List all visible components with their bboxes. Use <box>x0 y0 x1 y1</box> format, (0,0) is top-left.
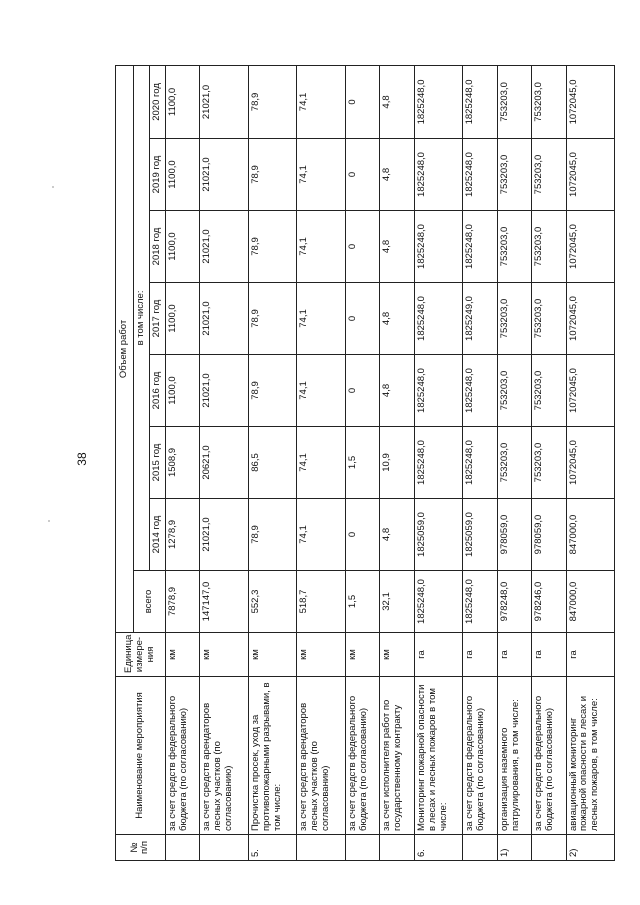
row-year-value: 74,1 <box>297 65 345 138</box>
row-year-value: 1825248,0 <box>463 211 497 283</box>
row-activity-name: организация наземного патрулирования, в том числе: <box>497 677 531 835</box>
header-year: 2014 год <box>149 499 165 571</box>
row-total: 147147,0 <box>200 571 248 633</box>
row-year-value: 1825248,0 <box>414 355 462 427</box>
row-year-value: 1825248,0 <box>463 139 497 211</box>
row-year-value: 74,1 <box>297 355 345 427</box>
table-row <box>532 65 566 860</box>
row-year-value: 74,1 <box>297 499 345 571</box>
row-year-value: 78,9 <box>248 283 296 355</box>
row-year-value: 847000,0 <box>566 499 614 571</box>
row-year-value: 753203,0 <box>532 427 566 499</box>
row-year-value: 753203,0 <box>532 283 566 355</box>
row-year-value: 74,1 <box>297 427 345 499</box>
row-year-value: 1825248,0 <box>414 283 462 355</box>
header-year: 2016 год <box>149 355 165 427</box>
row-year-value: 753203,0 <box>532 211 566 283</box>
row-year-value: 1825248,0 <box>414 427 462 499</box>
row-number <box>165 835 199 861</box>
table-row <box>566 65 614 860</box>
row-year-value: 74,1 <box>297 283 345 355</box>
row-activity-name: авиационный мониторинг пожарной опасности в лесах и лесных пожаров, в том числе: <box>566 677 614 835</box>
row-activity-name: за счет исполнителя работ по государственному контракту <box>380 677 414 835</box>
row-number <box>297 835 345 861</box>
row-activity-name: Мониторинг пожарной опасности в лесах и лесных пожаров в том числе: <box>414 677 462 835</box>
header-num: № п/п <box>116 835 166 861</box>
header-name: Наименование мероприятия <box>116 677 166 835</box>
row-unit: га <box>497 633 531 677</box>
row-year-value: 1825248,0 <box>463 65 497 138</box>
row-total: 1,5 <box>345 571 379 633</box>
row-year-value: 21021,0 <box>200 499 248 571</box>
row-year-value: 21021,0 <box>200 283 248 355</box>
row-year-value: 74,1 <box>297 139 345 211</box>
header-unit: Единица измере-ния <box>116 633 166 677</box>
scan-speck <box>52 186 54 188</box>
row-year-value: 1072045,0 <box>566 283 614 355</box>
row-year-value: 74,1 <box>297 211 345 283</box>
row-unit: км <box>165 633 199 677</box>
row-total: 847000,0 <box>566 571 614 633</box>
header-year: 2015 год <box>149 427 165 499</box>
row-total: 518,7 <box>297 571 345 633</box>
row-year-value: 20621,0 <box>200 427 248 499</box>
row-number <box>463 835 497 861</box>
row-year-value: 21021,0 <box>200 65 248 138</box>
row-activity-name: за счет средств федерального бюджета (по согласованию) <box>532 677 566 835</box>
header-including: в том числе: <box>134 65 150 570</box>
row-number: 5. <box>248 835 296 861</box>
row-year-value: 753203,0 <box>497 211 531 283</box>
row-year-value: 1072045,0 <box>566 139 614 211</box>
row-unit: га <box>463 633 497 677</box>
row-year-value: 1508,9 <box>165 427 199 499</box>
row-total: 32,1 <box>380 571 414 633</box>
row-number <box>380 835 414 861</box>
row-year-value: 1100,0 <box>165 355 199 427</box>
row-year-value: 0 <box>345 283 379 355</box>
row-year-value: 1825248,0 <box>414 211 462 283</box>
row-total: 7878,9 <box>165 571 199 633</box>
rotated-page <box>115 66 615 861</box>
table-row <box>497 65 531 860</box>
row-year-value: 1825249,0 <box>463 283 497 355</box>
scan-speck <box>48 520 50 522</box>
row-total: 552,3 <box>248 571 296 633</box>
row-year-value: 78,9 <box>248 499 296 571</box>
row-activity-name: за счет средств арендаторов лесных участков (по согласованию) <box>200 677 248 835</box>
row-year-value: 1825248,0 <box>463 427 497 499</box>
row-number: 2) <box>566 835 614 861</box>
row-year-value: 0 <box>345 65 379 138</box>
row-year-value: 1100,0 <box>165 211 199 283</box>
row-year-value: 78,9 <box>248 355 296 427</box>
row-year-value: 753203,0 <box>497 283 531 355</box>
works-volume-table <box>115 65 615 861</box>
row-year-value: 753203,0 <box>532 139 566 211</box>
header-year: 2020 год <box>149 65 165 138</box>
row-number: 6. <box>414 835 462 861</box>
row-year-value: 21021,0 <box>200 211 248 283</box>
table-frame <box>115 66 615 861</box>
row-activity-name: за счет средств федерального бюджета (по согласованию) <box>165 677 199 835</box>
table-row <box>345 65 379 860</box>
table-row <box>414 65 462 860</box>
row-year-value: 753203,0 <box>497 139 531 211</box>
row-year-value: 978059,0 <box>532 499 566 571</box>
row-number <box>345 835 379 861</box>
header-year: 2017 год <box>149 283 165 355</box>
row-unit: га <box>414 633 462 677</box>
table-row <box>200 65 248 860</box>
row-year-value: 1825059,0 <box>463 499 497 571</box>
row-year-value: 78,9 <box>248 65 296 138</box>
row-total: 1825248,0 <box>463 571 497 633</box>
row-year-value: 0 <box>345 211 379 283</box>
row-number <box>532 835 566 861</box>
row-unit: км <box>345 633 379 677</box>
header-volume: Объем работ <box>116 65 134 632</box>
row-year-value: 4,8 <box>380 499 414 571</box>
row-year-value: 4,8 <box>380 211 414 283</box>
row-activity-name: Прочистка просек, уход за противопожарными разрывами, в том числе: <box>248 677 296 835</box>
row-total: 978246,0 <box>532 571 566 633</box>
table-body <box>165 65 614 860</box>
row-year-value: 21021,0 <box>200 139 248 211</box>
table-row <box>380 65 414 860</box>
table-row <box>297 65 345 860</box>
row-number <box>200 835 248 861</box>
row-unit: км <box>248 633 296 677</box>
row-year-value: 78,9 <box>248 139 296 211</box>
row-unit: км <box>297 633 345 677</box>
row-year-value: 0 <box>345 355 379 427</box>
row-year-value: 21021,0 <box>200 355 248 427</box>
row-year-value: 4,8 <box>380 139 414 211</box>
row-unit: га <box>532 633 566 677</box>
table-row <box>463 65 497 860</box>
row-year-value: 1072045,0 <box>566 355 614 427</box>
row-year-value: 4,8 <box>380 283 414 355</box>
page-number: 38 <box>75 452 89 466</box>
row-year-value: 86,5 <box>248 427 296 499</box>
row-year-value: 1100,0 <box>165 65 199 138</box>
row-year-value: 1100,0 <box>165 139 199 211</box>
row-year-value: 753203,0 <box>497 65 531 138</box>
row-year-value: 753203,0 <box>532 65 566 138</box>
row-number: 1) <box>497 835 531 861</box>
header-total: всего <box>134 571 166 633</box>
row-year-value: 1072045,0 <box>566 427 614 499</box>
row-activity-name: за счет средств федерального бюджета (по согласованию) <box>345 677 379 835</box>
row-year-value: 1825248,0 <box>414 139 462 211</box>
table-row <box>165 65 199 860</box>
row-year-value: 1825059,0 <box>414 499 462 571</box>
row-year-value: 1100,0 <box>165 283 199 355</box>
row-year-value: 10,9 <box>380 427 414 499</box>
row-activity-name: за счет средств федерального бюджета (по согласованию) <box>463 677 497 835</box>
row-year-value: 1,5 <box>345 427 379 499</box>
row-year-value: 1072045,0 <box>566 211 614 283</box>
row-year-value: 1825248,0 <box>414 65 462 138</box>
header-year: 2019 год <box>149 139 165 211</box>
row-unit: га <box>566 633 614 677</box>
row-unit: км <box>200 633 248 677</box>
row-year-value: 4,8 <box>380 355 414 427</box>
row-year-value: 0 <box>345 139 379 211</box>
row-year-value: 753203,0 <box>497 427 531 499</box>
row-total: 1825248,0 <box>414 571 462 633</box>
row-year-value: 753203,0 <box>532 355 566 427</box>
row-year-value: 78,9 <box>248 211 296 283</box>
row-unit: км <box>380 633 414 677</box>
row-year-value: 1278,9 <box>165 499 199 571</box>
table-row <box>248 65 296 860</box>
row-year-value: 1825248,0 <box>463 355 497 427</box>
row-year-value: 978059,0 <box>497 499 531 571</box>
row-year-value: 753203,0 <box>497 355 531 427</box>
row-total: 978248,0 <box>497 571 531 633</box>
header-year: 2018 год <box>149 211 165 283</box>
row-year-value: 1072045,0 <box>566 65 614 138</box>
row-year-value: 0 <box>345 499 379 571</box>
row-year-value: 4,8 <box>380 65 414 138</box>
row-activity-name: за счет средств арендаторов лесных участков (по согласованию) <box>297 677 345 835</box>
